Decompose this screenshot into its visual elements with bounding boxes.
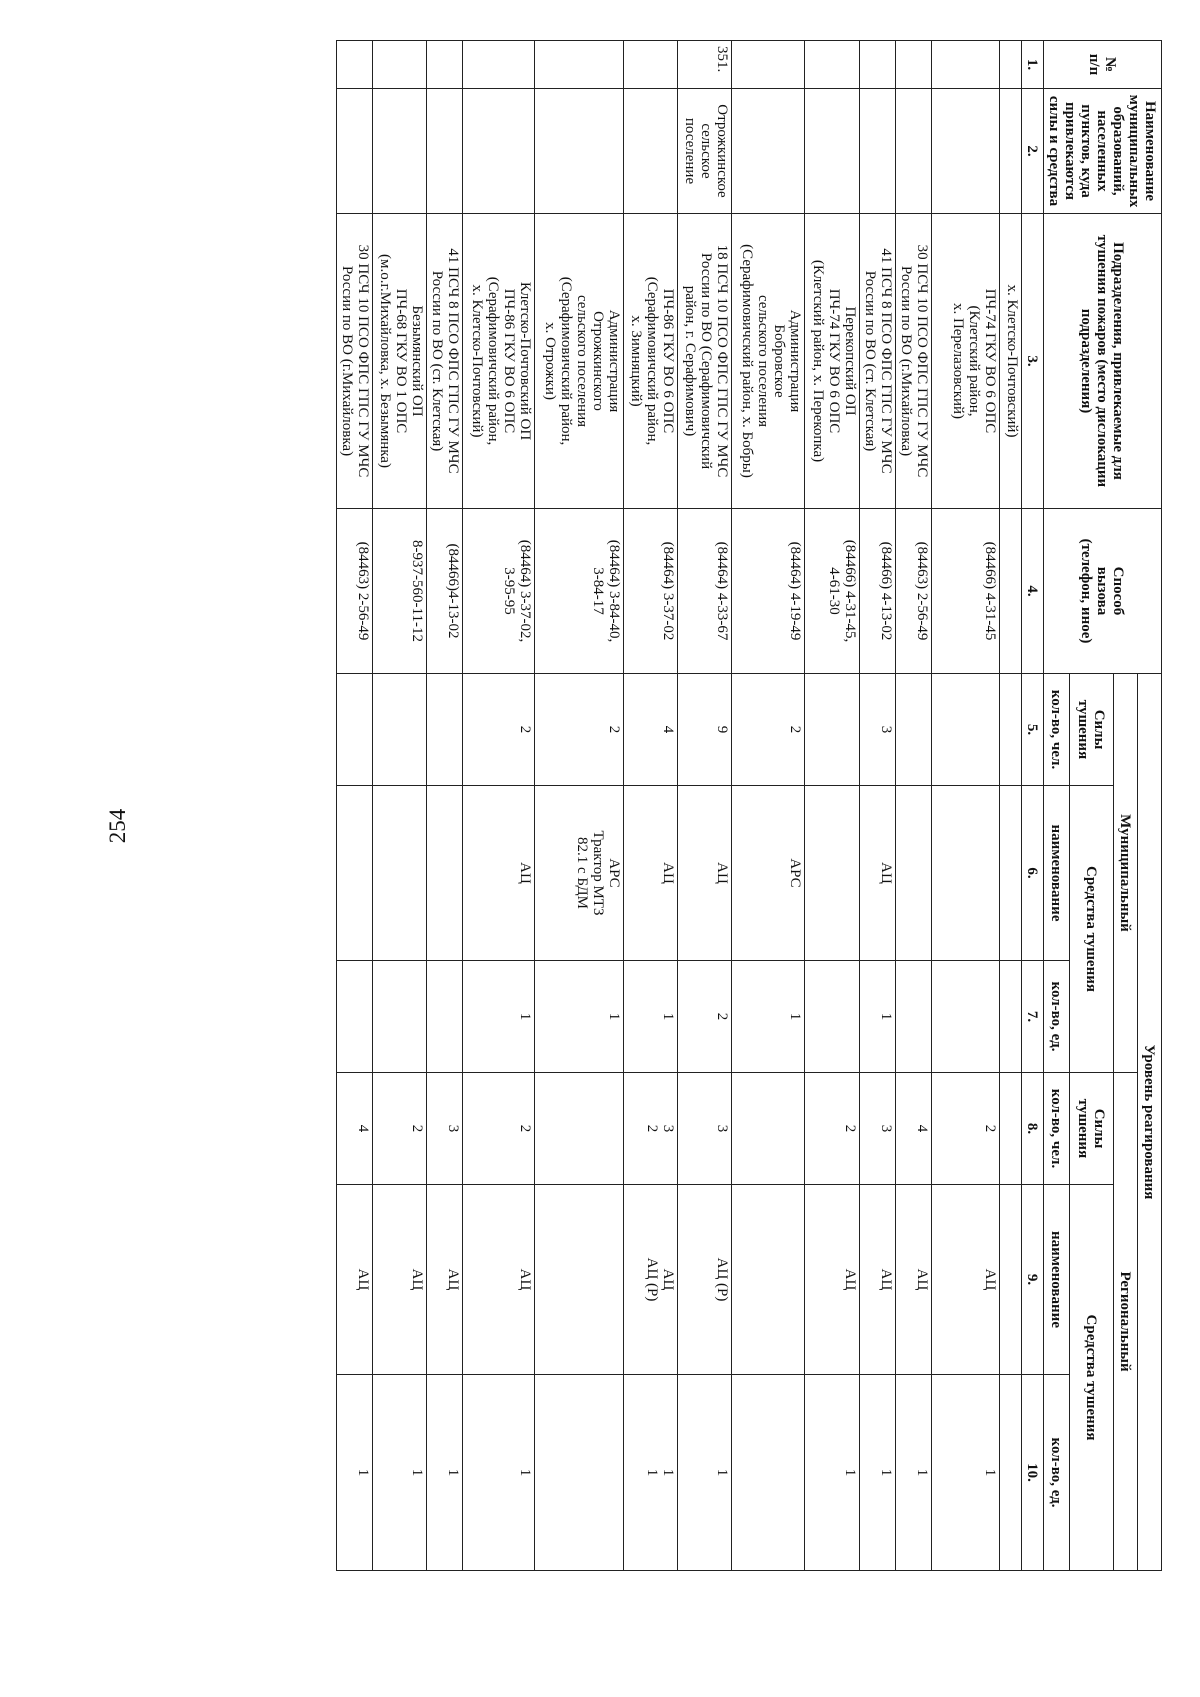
regional-equipment-cell: АЦ (427, 1185, 463, 1375)
row-number (932, 41, 1000, 89)
municipality-cell (535, 89, 624, 214)
municipal-forces-cell: 3 (860, 674, 896, 786)
row-number: 351. (678, 41, 732, 89)
row-number (860, 41, 896, 89)
row-number (624, 41, 678, 89)
municipal-equipment-cell: АРС (732, 786, 805, 961)
municipal-forces-cell (337, 674, 373, 786)
regional-equipment-cell: АЦ (337, 1185, 373, 1375)
regional-forces-cell: 4 (896, 1073, 932, 1185)
municipal-equipment-cell (1000, 786, 1022, 961)
municipal-equipment-count-cell (373, 961, 427, 1073)
header-municipal: Муниципальный (1114, 674, 1138, 1073)
regional-equipment-cell (535, 1185, 624, 1375)
table-row (678, 41, 732, 1571)
regional-equipment-count-cell (1000, 1375, 1022, 1571)
municipal-equipment-cell: АЦ (678, 786, 732, 961)
regional-forces-cell: 2 (463, 1073, 535, 1185)
municipal-forces-cell (896, 674, 932, 786)
unit-cell: 30 ПСЧ 10 ПСО ФПС ГПС ГУ МЧС России по ВО (г.Михайловка) (337, 214, 373, 509)
municipal-equipment-cell: АЦ (463, 786, 535, 961)
regional-equipment-cell: АЦ АЦ (Р) (624, 1185, 678, 1375)
unit-cell: х. Клетско-Почтовский) (1000, 214, 1022, 509)
phone-cell: (84466) 4-31-45, 4-61-30 (805, 509, 860, 674)
unit-cell: 30 ПСЧ 10 ПСО ФПС ГПС ГУ МЧС России по ВО (г.Михайловка) (896, 214, 932, 509)
regional-equipment-count-cell: 1 (337, 1375, 373, 1571)
regional-equipment-count-cell: 1 (678, 1375, 732, 1571)
table-row (732, 41, 805, 1571)
regional-equipment-count-cell: 1 (373, 1375, 427, 1571)
regional-forces-cell: 2 (373, 1073, 427, 1185)
column-number: 8. (1022, 1073, 1044, 1185)
unit-cell: Администрация Отрожкинского сельского поселения (Серафимовичский район, х. Отрожки) (535, 214, 624, 509)
municipal-equipment-cell (337, 786, 373, 961)
municipality-cell (732, 89, 805, 214)
phone-cell: 8-937-560-11-12 (373, 509, 427, 674)
row-number (535, 41, 624, 89)
regional-equipment-cell: АЦ (896, 1185, 932, 1375)
municipal-forces-cell (1000, 674, 1022, 786)
municipality-cell (427, 89, 463, 214)
unit-cell: Безымянский ОП ПЧ-68 ГКУ ВО 1 ОПС (м.о.г.Михайловка, х. Безымянка) (373, 214, 427, 509)
municipal-forces-cell: 4 (624, 674, 678, 786)
regional-equipment-count-cell (535, 1375, 624, 1571)
regional-equipment-cell: АЦ (805, 1185, 860, 1375)
table-row (805, 41, 860, 1571)
row-number (463, 41, 535, 89)
regional-equipment-count-cell: 1 (860, 1375, 896, 1571)
regional-equipment-count-cell: 1 (805, 1375, 860, 1571)
municipal-equipment-count-cell: 1 (732, 961, 805, 1073)
column-number: 5. (1022, 674, 1044, 786)
unit-cell: ПЧ-86 ГКУ ВО 6 ОПС (Серафимовичский район, х. Зимняцкий) (624, 214, 678, 509)
phone-cell: (84464) 3-84-40, 3-84-17 (535, 509, 624, 674)
header-unit-count: кол-во, ед. (1044, 1375, 1070, 1571)
table-row (932, 41, 1000, 1571)
municipal-equipment-count-cell (427, 961, 463, 1073)
column-number: 4. (1022, 509, 1044, 674)
phone-cell: (84464) 4-19-49 (732, 509, 805, 674)
row-number (896, 41, 932, 89)
municipality-cell (1000, 89, 1022, 214)
municipal-equipment-cell (932, 786, 1000, 961)
table-row (427, 41, 463, 1571)
regional-equipment-cell: АЦ (463, 1185, 535, 1375)
table-row (860, 41, 896, 1571)
row-number (337, 41, 373, 89)
municipality-cell: Отрожкинское сельское поселение (678, 89, 732, 214)
regional-equipment-cell: АЦ (860, 1185, 896, 1375)
municipal-equipment-count-cell (337, 961, 373, 1073)
municipality-cell (805, 89, 860, 214)
unit-cell: 18 ПСЧ 10 ПСО ФПС ГПС ГУ МЧС России по ВО (Серафимовичский район, г. Серафимович) (678, 214, 732, 509)
row-number (805, 41, 860, 89)
municipal-equipment-count-cell (1000, 961, 1022, 1073)
municipal-forces-cell: 9 (678, 674, 732, 786)
column-number: 1. (1022, 41, 1044, 89)
phone-cell (1000, 509, 1022, 674)
column-number: 9. (1022, 1185, 1044, 1375)
municipal-equipment-count-cell (805, 961, 860, 1073)
header-call-method: Способ вызова (телефон, иное) (1044, 509, 1162, 674)
regional-forces-cell (535, 1073, 624, 1185)
column-number: 10. (1022, 1375, 1044, 1571)
regional-equipment-cell: АЦ (373, 1185, 427, 1375)
municipality-cell (463, 89, 535, 214)
row-number (1000, 41, 1022, 89)
header-people-count: кол-во, чел. (1044, 674, 1070, 786)
page-number: 254 (105, 808, 130, 844)
header-unit-count: кол-во, ед. (1044, 961, 1070, 1073)
municipal-forces-cell: 2 (463, 674, 535, 786)
regional-forces-cell: 3 (678, 1073, 732, 1185)
table-row (535, 41, 624, 1571)
phone-cell: (84464) 3-37-02, 3-95-95 (463, 509, 535, 674)
regional-forces-cell (1000, 1073, 1022, 1185)
municipal-forces-cell: 2 (732, 674, 805, 786)
phone-cell: (84464) 3-37-02 (624, 509, 678, 674)
unit-cell: 41 ПСЧ 8 ПСО ФПС ГПС ГУ МЧС России по ВО (ст. Клетская) (427, 214, 463, 509)
municipality-cell (337, 89, 373, 214)
regional-forces-cell: 3 (427, 1073, 463, 1185)
municipal-equipment-count-cell: 1 (463, 961, 535, 1073)
header-forces-regional: Силы тушения (1070, 1073, 1114, 1185)
header-equipment-municipal: Средства тушения (1070, 786, 1114, 1073)
municipal-forces-cell (427, 674, 463, 786)
response-table (336, 40, 1162, 1571)
column-number: 7. (1022, 961, 1044, 1073)
municipal-equipment-count-cell: 1 (624, 961, 678, 1073)
regional-equipment-cell (1000, 1185, 1022, 1375)
regional-equipment-count-cell: 1 1 (624, 1375, 678, 1571)
unit-cell: 41 ПСЧ 8 ПСО ФПС ГПС ГУ МЧС России по ВО (ст. Клетская) (860, 214, 896, 509)
municipal-equipment-cell: АРС Трактор МТЗ 82.1 с БДМ (535, 786, 624, 961)
unit-cell: Администрация Бобровское сельского поселения (Серафимовичский район, х. Бобры) (732, 214, 805, 509)
unit-cell: Клетско-Почтовский ОП ПЧ-86 ГКУ ВО 6 ОПС (Серафимовичский район, х. Клетско-Почтовский) (463, 214, 535, 509)
regional-forces-cell (732, 1073, 805, 1185)
header-units: Подразделения, привлекаемые для тушения пожаров (место дислокации подразделения) (1044, 214, 1162, 509)
municipal-forces-cell (805, 674, 860, 786)
municipality-cell (932, 89, 1000, 214)
regional-equipment-cell: АЦ (932, 1185, 1000, 1375)
municipal-equipment-count-cell (896, 961, 932, 1073)
regional-forces-cell: 3 2 (624, 1073, 678, 1185)
row-number (427, 41, 463, 89)
municipal-forces-cell (932, 674, 1000, 786)
header-regional: Региональный (1114, 1073, 1138, 1571)
unit-cell: Перекопский ОП ПЧ-74 ГКУ ВО 6 ОПС (Клетский район, х. Перекопка) (805, 214, 860, 509)
regional-forces-cell: 3 (860, 1073, 896, 1185)
table-row (463, 41, 535, 1571)
regional-equipment-count-cell: 1 (932, 1375, 1000, 1571)
phone-cell: (84463) 2-56-49 (896, 509, 932, 674)
header-name: наименование (1044, 786, 1070, 961)
table-row (337, 41, 373, 1571)
regional-equipment-cell: АЦ (Р) (678, 1185, 732, 1375)
phone-cell: (84463) 2-56-49 (337, 509, 373, 674)
phone-cell: (84466)4-13-02 (427, 509, 463, 674)
column-number: 6. (1022, 786, 1044, 961)
municipality-cell (373, 89, 427, 214)
row-number (373, 41, 427, 89)
municipality-cell (860, 89, 896, 214)
phone-cell: (84464) 4-33-67 (678, 509, 732, 674)
column-number: 2. (1022, 89, 1044, 214)
municipal-equipment-count-cell: 1 (860, 961, 896, 1073)
municipal-equipment-count-cell: 1 (535, 961, 624, 1073)
municipal-equipment-cell: АЦ (624, 786, 678, 961)
header-name: наименование (1044, 1185, 1070, 1375)
column-number: 3. (1022, 214, 1044, 509)
municipal-equipment-cell (805, 786, 860, 961)
table-row (624, 41, 678, 1571)
regional-equipment-count-cell: 1 (463, 1375, 535, 1571)
header-people-count: кол-во, чел. (1044, 1073, 1070, 1185)
municipal-equipment-count-cell: 2 (678, 961, 732, 1073)
municipal-equipment-cell: АЦ (860, 786, 896, 961)
rotated-page-content (162, 40, 1162, 1570)
regional-equipment-count-cell (732, 1375, 805, 1571)
regional-forces-cell: 4 (337, 1073, 373, 1185)
municipal-equipment-count-cell (932, 961, 1000, 1073)
regional-equipment-count-cell: 1 (896, 1375, 932, 1571)
row-number (732, 41, 805, 89)
municipal-forces-cell (373, 674, 427, 786)
header-response-level: Уровень реагирования (1138, 674, 1162, 1571)
header-municipality: Наименование муниципальных образований, населенных пунктов, куда привлекаются силы и средства (1044, 89, 1162, 214)
phone-cell: (84466) 4-13-02 (860, 509, 896, 674)
municipality-cell (624, 89, 678, 214)
regional-equipment-cell (732, 1185, 805, 1375)
unit-cell: ПЧ-74 ГКУ ВО 6 ОПС (Клетский район, х. Перелазовский) (932, 214, 1000, 509)
header-forces-municipal: Силы тушения (1070, 674, 1114, 786)
regional-forces-cell: 2 (932, 1073, 1000, 1185)
table-row (1000, 41, 1022, 1571)
municipality-cell (896, 89, 932, 214)
municipal-equipment-cell (427, 786, 463, 961)
regional-forces-cell: 2 (805, 1073, 860, 1185)
municipal-forces-cell: 2 (535, 674, 624, 786)
header-num: № п/п (1044, 41, 1162, 89)
table-row (896, 41, 932, 1571)
municipal-equipment-cell (896, 786, 932, 961)
header-equipment-regional: Средства тушения (1070, 1185, 1114, 1571)
table-row (373, 41, 427, 1571)
regional-equipment-count-cell: 1 (427, 1375, 463, 1571)
phone-cell: (84466) 4-31-45 (932, 509, 1000, 674)
municipal-equipment-cell (373, 786, 427, 961)
